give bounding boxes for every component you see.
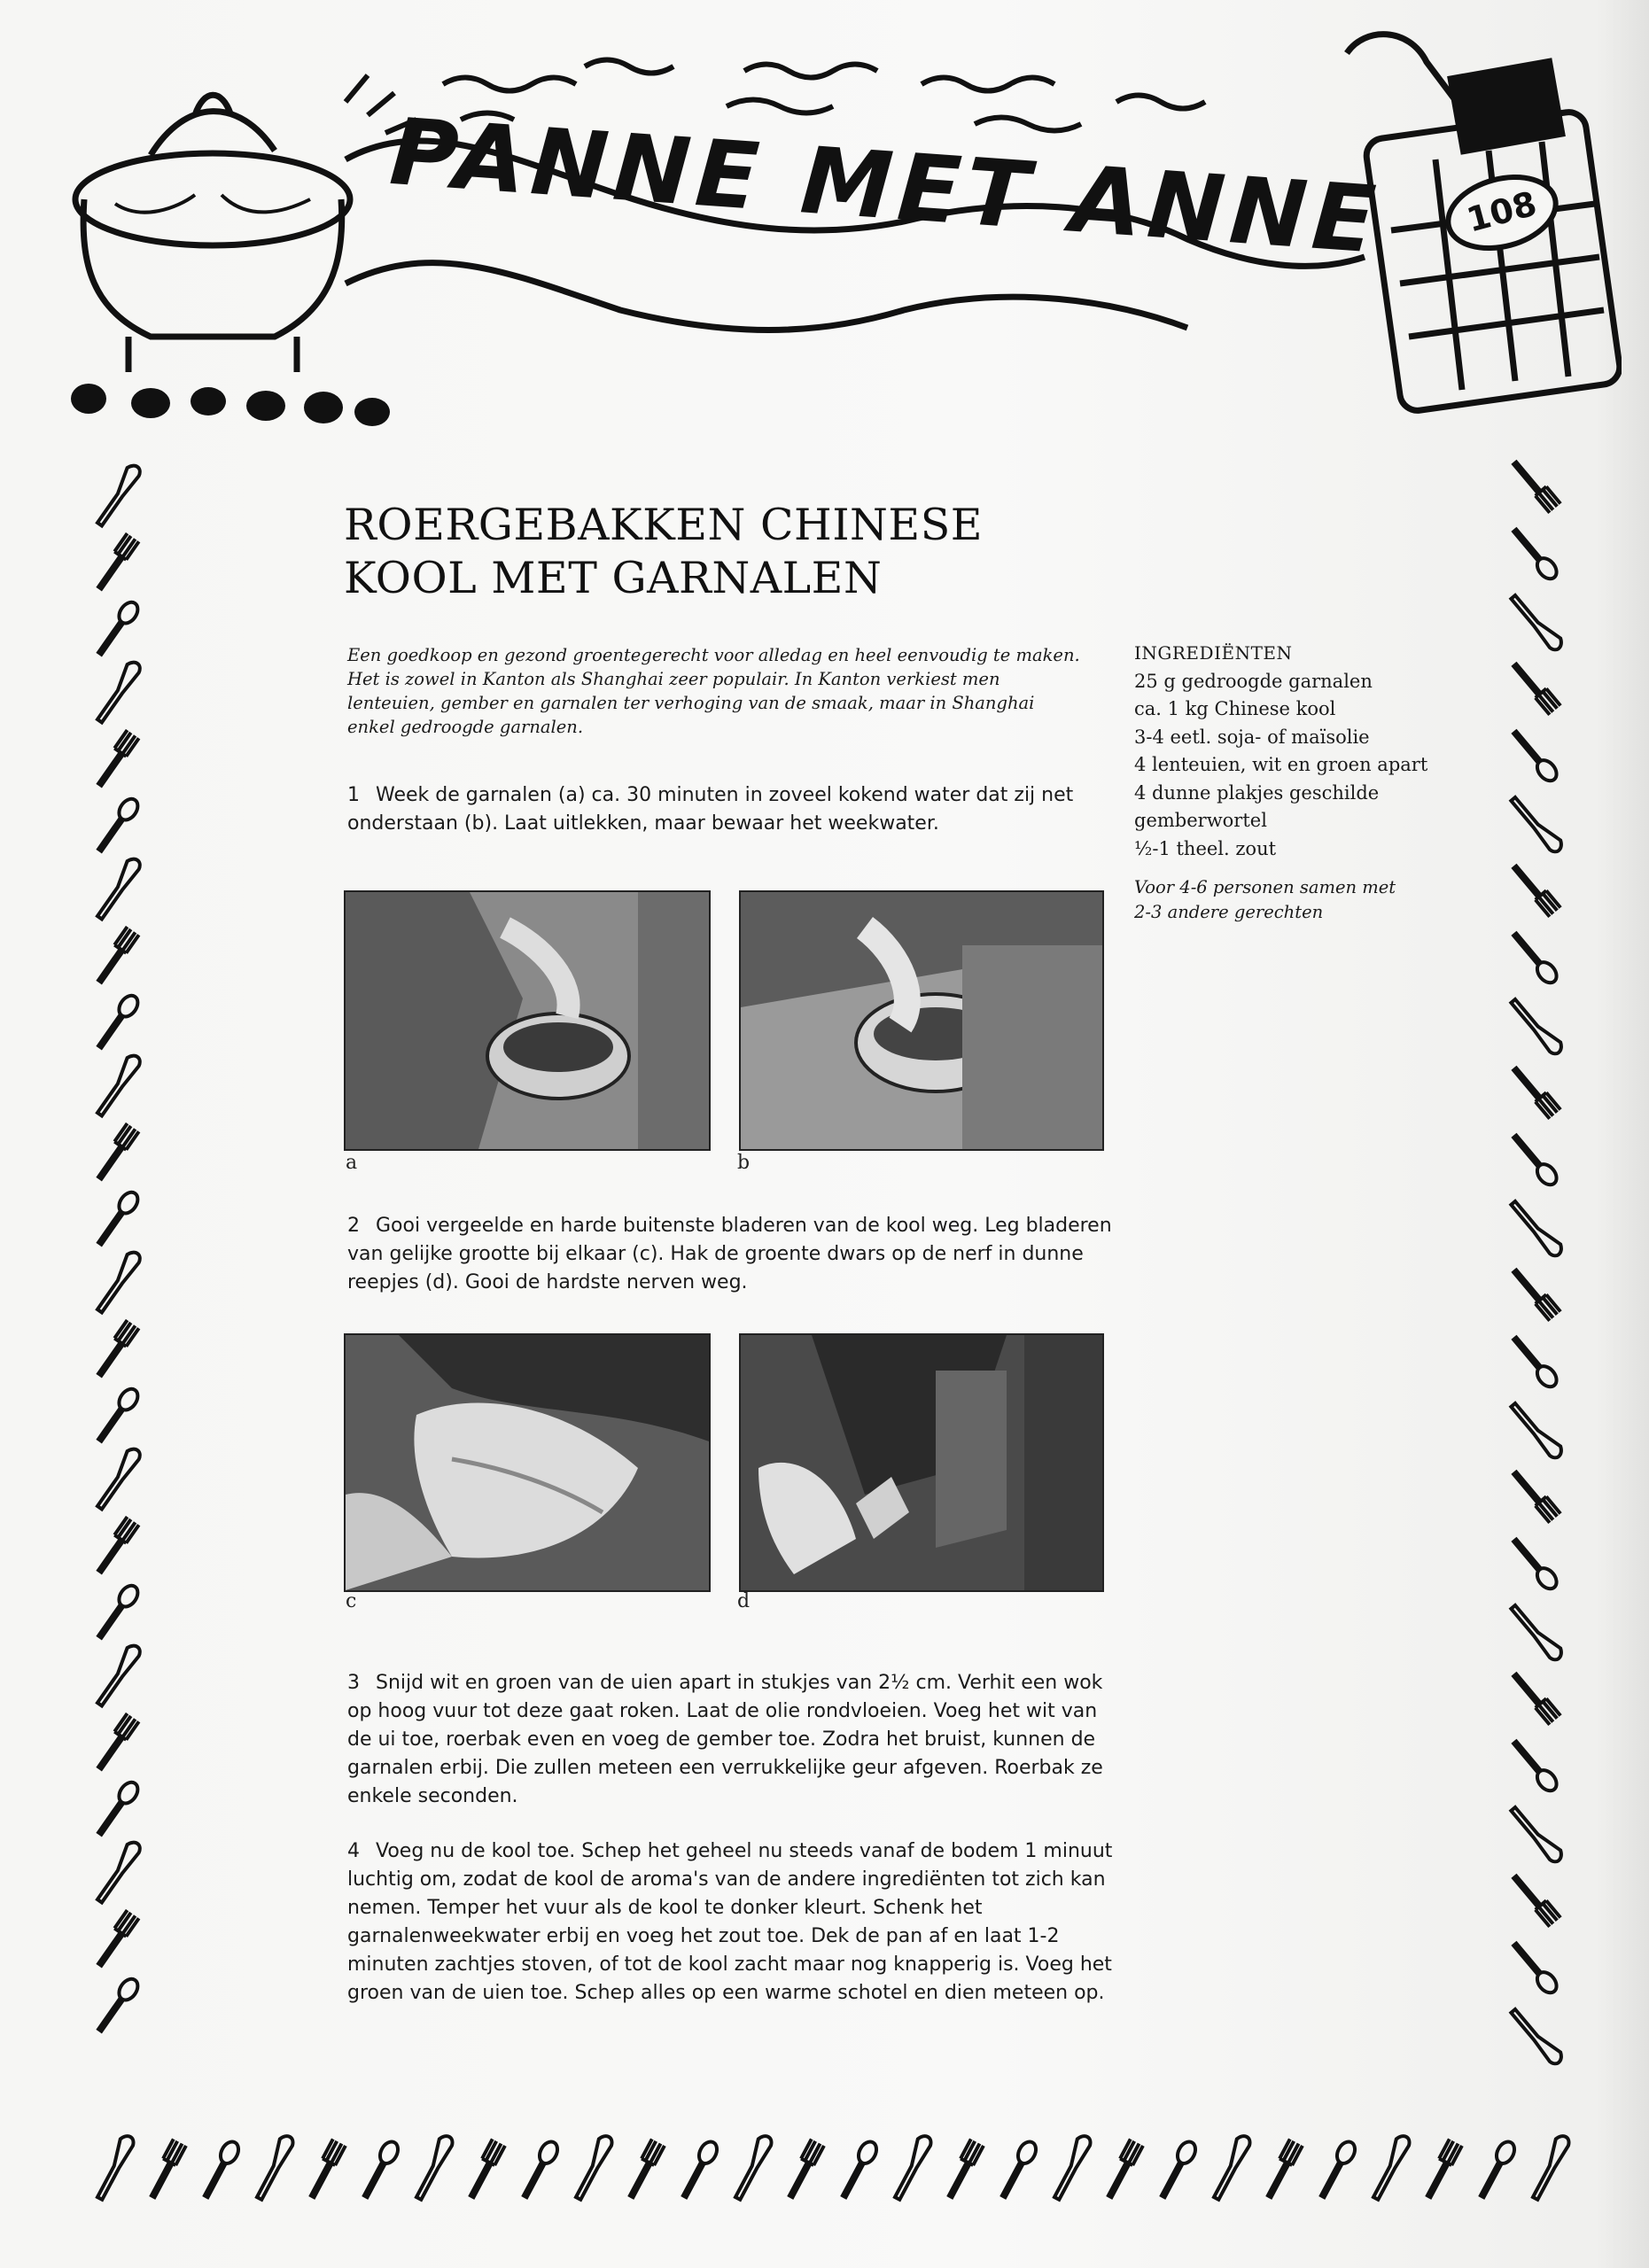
- fork-icon: [1510, 860, 1560, 917]
- knife-icon: [1510, 1803, 1565, 1865]
- fork-icon: [91, 1713, 138, 1773]
- serving-note: [1134, 875, 1462, 925]
- pot-icon: [75, 95, 350, 372]
- serving-line: Voor 4-6 personen samen met: [1134, 877, 1396, 897]
- utensil-border-right: [1489, 443, 1613, 2100]
- spoon-icon: [517, 2139, 561, 2202]
- fork-icon: [91, 533, 138, 593]
- fork-icon: [1510, 1668, 1560, 1725]
- photo-a-image: [346, 892, 709, 1149]
- photo-caption-c: c: [346, 1590, 357, 1612]
- fork-icon: [1510, 1062, 1560, 1119]
- knife-icon: [1510, 1399, 1565, 1461]
- fork-icon: [91, 730, 138, 789]
- ingredient-item: 4 lenteuien, wit en groen apart: [1134, 754, 1428, 775]
- knife-icon: [410, 2133, 455, 2201]
- knife-icon: [91, 856, 143, 920]
- knife-icon: [91, 1249, 143, 1314]
- photo-caption-b: b: [737, 1152, 751, 1174]
- knife-icon: [570, 2133, 615, 2201]
- fork-icon: [1510, 1264, 1560, 1321]
- step-text: Gooi vergeelde en harde buitenste bladeren van de kool weg. Leg bladeren van gelijke grootte bij elkaar (c). Hak de groente dwars op de nerf in dunne reepjes (d). Gooi de hardste nerven weg.: [347, 1215, 1112, 1293]
- fork-icon: [942, 2139, 984, 2200]
- knife-icon: [91, 1643, 143, 1707]
- fork-icon: [91, 1910, 138, 1969]
- spoon-icon: [92, 1189, 141, 1249]
- knife-icon: [1510, 1601, 1565, 1663]
- fork-icon: [91, 1320, 138, 1379]
- knife-icon: [1048, 2133, 1093, 2201]
- photo-a: [344, 890, 711, 1151]
- photo-c-image: [346, 1335, 709, 1590]
- spoon-icon: [1508, 524, 1560, 583]
- spoon-icon: [1315, 2139, 1358, 2202]
- step-number: 1: [347, 784, 360, 806]
- spoon-icon: [1155, 2139, 1199, 2202]
- ingredients-header: INGREDIËNTEN: [1134, 642, 1293, 664]
- step-text: Week de garnalen (a) ca. 30 minuten in zoveel kokend water dat zij net onderstaan (b). Laat uitlekken, maar bewaar het weekwater.: [347, 784, 1074, 835]
- fork-icon: [91, 927, 138, 986]
- fork-icon: [1510, 1466, 1560, 1523]
- spoon-icon: [1508, 1534, 1560, 1593]
- fork-icon: [463, 2139, 505, 2200]
- spoon-icon: [677, 2139, 720, 2202]
- step-3: [347, 1669, 1127, 1811]
- fork-icon: [1510, 456, 1560, 513]
- spoon-icon: [92, 1976, 141, 2036]
- spoon-icon: [836, 2139, 880, 2202]
- photo-caption-d: d: [737, 1590, 751, 1612]
- fork-icon: [1101, 2139, 1143, 2200]
- spoon-icon: [1474, 2139, 1518, 2202]
- knife-icon: [1510, 591, 1565, 653]
- fork-icon: [1510, 1870, 1560, 1927]
- knife-icon: [91, 462, 143, 527]
- knife-icon: [91, 1839, 143, 1904]
- photo-caption-a: a: [346, 1152, 358, 1174]
- recipe-title: [344, 499, 1141, 605]
- knife-icon: [251, 2133, 296, 2201]
- knife-icon: [91, 1446, 143, 1511]
- spoon-icon: [92, 599, 141, 659]
- ingredient-item: 4 dunne plakjes geschilde: [1134, 781, 1380, 804]
- step-2: [347, 1212, 1127, 1297]
- fork-icon: [91, 1517, 138, 1576]
- step-number: 3: [347, 1672, 360, 1694]
- basket-icon: [1329, 27, 1622, 425]
- recipe-title-line1: ROERGEBAKKEN CHINESE: [344, 500, 984, 550]
- step-text: Voeg nu de kool toe. Schep het geheel nu steeds vanaf de bodem 1 minuut luchtig om, zodat de kool de aroma's van de andere ingrediënten tot zich kan nemen. Temper het vuur als de kool te donker kleurt. Schenk het garnalenweekwater erbij en voeg het zout toe. Dek de pan af en laat 1-2 minuten zachtjes stoven, of tot de kool zacht maar nog knapperig is. Voeg het groen van de uien toe. Schep alles op een warme schotel en dien meteen op.: [347, 1840, 1113, 2004]
- flame-icons: [71, 384, 390, 426]
- utensil-border-left: [84, 461, 208, 2073]
- photo-c: [344, 1333, 711, 1592]
- recipe-intro: Een goedkoop en gezond groentegerecht voor alledag en heel eenvoudig te maken. Het is zowel in Kanton als Shanghai zeer populair. In Kanton verkiest men lenteuien, gember en garnalen ter verhoging van de smaak, maar in Shanghai enkel gedroogde garnalen.: [347, 645, 1080, 737]
- spoon-icon: [1508, 1938, 1560, 1997]
- spoon-icon: [198, 2139, 242, 2202]
- ingredient-item: ca. 1 kg Chinese kool: [1134, 698, 1336, 719]
- spoon-icon: [996, 2139, 1039, 2202]
- photo-b: [739, 890, 1104, 1151]
- knife-icon: [1510, 793, 1565, 855]
- knife-icon: [1527, 2133, 1572, 2201]
- ingredient-item: 3-4 eetl. soja- of maïsolie: [1134, 726, 1370, 748]
- knife-icon: [91, 2133, 136, 2201]
- spoon-icon: [92, 796, 141, 856]
- spoon-icon: [1508, 1130, 1560, 1189]
- step-1: [347, 781, 1127, 838]
- spoon-icon: [1508, 1332, 1560, 1391]
- knife-icon: [1208, 2133, 1253, 2201]
- fork-icon: [304, 2139, 346, 2200]
- knife-icon: [1510, 995, 1565, 1057]
- spoon-icon: [92, 1779, 141, 1839]
- fork-icon: [91, 1123, 138, 1183]
- photo-b-image: [741, 892, 1102, 1149]
- spoon-icon: [358, 2139, 401, 2202]
- knife-icon: [1510, 1197, 1565, 1259]
- ingredients-box: [1134, 640, 1462, 925]
- badge-number: 108: [1462, 183, 1541, 240]
- step-4: [347, 1837, 1127, 2008]
- fork-icon: [782, 2139, 824, 2200]
- spoon-icon: [1508, 1736, 1560, 1795]
- ingredient-item: ½-1 theel. zout: [1134, 837, 1277, 859]
- fork-icon: [1420, 2139, 1462, 2200]
- fork-icon: [1510, 658, 1560, 715]
- knife-icon: [889, 2133, 934, 2201]
- fork-icon: [623, 2139, 665, 2200]
- spoon-icon: [92, 1582, 141, 1643]
- step-number: 4: [347, 1840, 360, 1862]
- masthead-title: PANNE MET ANNE: [386, 97, 1385, 275]
- spoon-icon: [92, 1386, 141, 1446]
- fork-icon: [1261, 2139, 1303, 2200]
- knife-icon: [1510, 2005, 1565, 2067]
- fork-icon: [144, 2139, 186, 2200]
- knife-icon: [1367, 2133, 1412, 2201]
- ingredient-item: 25 g gedroogde garnalen: [1134, 670, 1373, 692]
- photo-d-image: [741, 1335, 1102, 1590]
- spoon-icon: [92, 992, 141, 1052]
- utensil-border-bottom: [80, 2082, 1586, 2215]
- spoon-icon: [1508, 928, 1560, 987]
- serving-line: 2-3 andere gerechten: [1134, 902, 1324, 922]
- knife-icon: [729, 2133, 774, 2201]
- knife-icon: [91, 1052, 143, 1117]
- spoon-icon: [1508, 726, 1560, 785]
- step-text: Snijd wit en groen van de uien apart in stukjes van 2½ cm. Verhit een wok op hoog vuur tot deze gaat roken. Laat de olie rondvloeien. Voeg het wit van de ui toe, roerbak even en voeg de gember toe. Zodra het bruist, kunnen de garnalen erbij. Die zullen meteen een verrukkelijke geur afgeven. Roerbak ze enkele seconden.: [347, 1672, 1103, 1807]
- step-number: 2: [347, 1215, 360, 1237]
- photo-d: [739, 1333, 1104, 1592]
- ingredient-item: gemberwortel: [1134, 810, 1267, 831]
- knife-icon: [91, 659, 143, 724]
- recipe-title-line2: KOOL MET GARNALEN: [344, 553, 883, 603]
